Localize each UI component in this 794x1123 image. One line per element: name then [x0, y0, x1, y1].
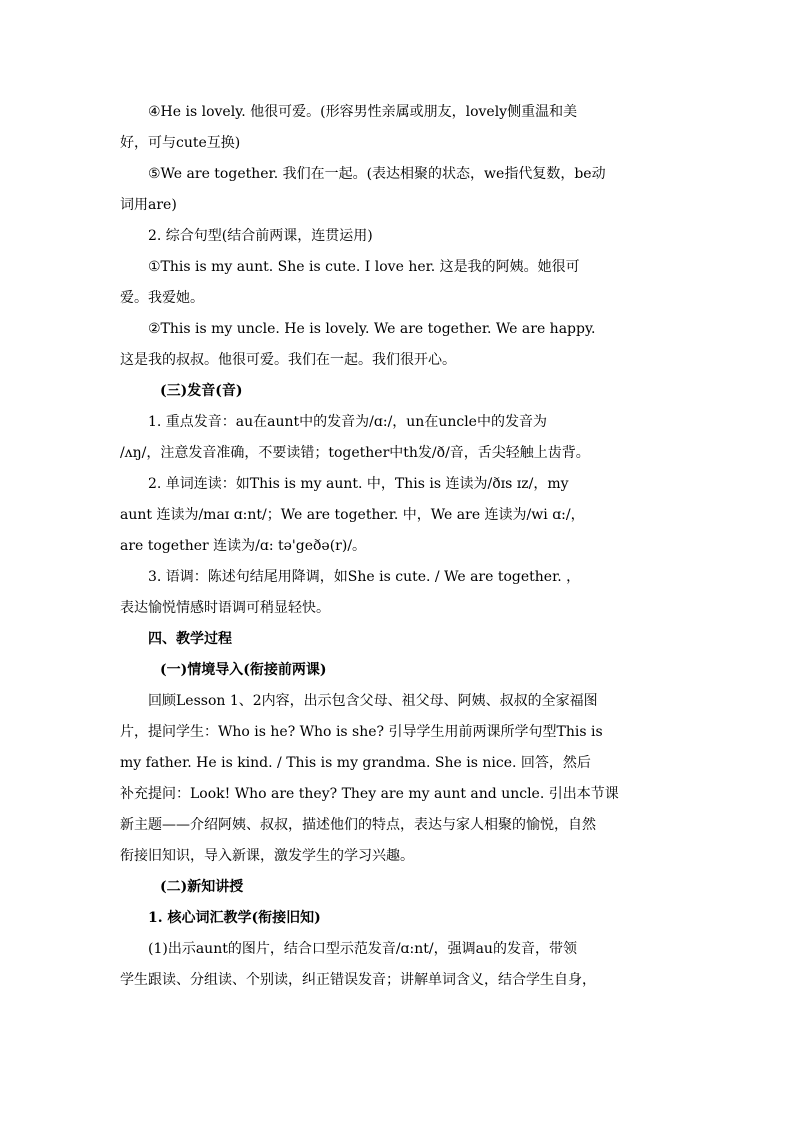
text-line: aunt 连读为/maɪ ɑ:nt/；We are together. 中，We are 连读为/wi ɑ:/，	[120, 507, 585, 523]
text-line: 表达愉悦情感时语调可稍显轻快。	[120, 600, 330, 616]
paragraph	[120, 252, 672, 314]
text-line: 1. 核心词汇教学(衔接旧知)	[148, 910, 321, 926]
text-line: (三)发音(音)	[160, 383, 243, 399]
text-line: 补充提问：Look! Who are they? They are my aunt and uncle. 引出本节课	[120, 786, 619, 802]
text-line: ②This is my uncle. He is lovely. We are together. We are happy.	[148, 321, 596, 337]
section-heading	[120, 872, 672, 903]
text-line: 四、教学过程	[148, 631, 232, 647]
text-line: my father. He is kind. / This is my grandma. She is nice. 回答，然后	[120, 755, 591, 771]
text-line: (1)出示aunt的图片，结合口型示范发音/ɑ:nt/，强调au的发音，带领	[148, 941, 577, 957]
text-line: 2. 单词连读：如This is my aunt. 中，This is 连读为/ðɪs ɪz/，my	[148, 476, 569, 492]
text-line: 词用are)	[120, 197, 177, 213]
paragraph	[120, 469, 672, 562]
text-line: are together 连读为/ɑ: tə'geðə(r)/。	[120, 538, 367, 554]
text-line: 2. 综合句型(结合前两课，连贯运用)	[148, 228, 373, 244]
paragraph	[120, 934, 672, 996]
text-line: 衔接旧知识，导入新课，激发学生的学习兴趣。	[120, 848, 414, 864]
text-line: ④He is lovely. 他很可爱。(形容男性亲属或朋友，lovely侧重温和美	[148, 104, 578, 120]
paragraph	[120, 159, 672, 221]
text-line: (一)情境导入(衔接前两课)	[160, 662, 327, 678]
section-heading	[120, 624, 672, 655]
document-body	[120, 97, 672, 996]
text-line: 片，提问学生：Who is he? Who is she? 引导学生用前两课所学句型This is	[120, 724, 603, 740]
text-line: ①This is my aunt. She is cute. I love her. 这是我的阿姨。她很可	[148, 259, 580, 275]
text-line: ⑤We are together. 我们在一起。(表达相聚的状态，we指代复数，be动	[148, 166, 606, 182]
section-heading	[120, 903, 672, 934]
text-line: 爱。我爱她。	[120, 290, 204, 306]
text-line: 好，可与cute互换)	[120, 135, 241, 151]
paragraph	[120, 221, 672, 252]
text-line: 这是我的叔叔。他很可爱。我们在一起。我们很开心。	[120, 352, 456, 368]
text-line: 3. 语调：陈述句结尾用降调，如She is cute. / We are together. ，	[148, 569, 581, 585]
text-line: (二)新知讲授	[160, 879, 244, 895]
section-heading	[120, 655, 672, 686]
paragraph	[120, 562, 672, 624]
section-heading	[120, 376, 672, 407]
text-line: 回顾Lesson 1、2内容，出示包含父母、祖父母、阿姨、叔叔的全家福图	[148, 693, 598, 709]
text-line: 新主题——介绍阿姨、叔叔，描述他们的特点，表达与家人相聚的愉悦，自然	[120, 817, 596, 833]
text-line: /ʌŋ/，注意发音准确，不要读错；together中th发/ð/音，舌尖轻触上齿背。	[120, 445, 590, 461]
paragraph	[120, 407, 672, 469]
text-line: 学生跟读、分组读、个别读，纠正错误发音；讲解单词含义，结合学生自身，	[120, 972, 596, 988]
text-line: 1. 重点发音：au在aunt中的发音为/ɑ:/，un在uncle中的发音为	[148, 414, 547, 430]
paragraph	[120, 686, 672, 872]
paragraph	[120, 314, 672, 376]
paragraph	[120, 97, 672, 159]
